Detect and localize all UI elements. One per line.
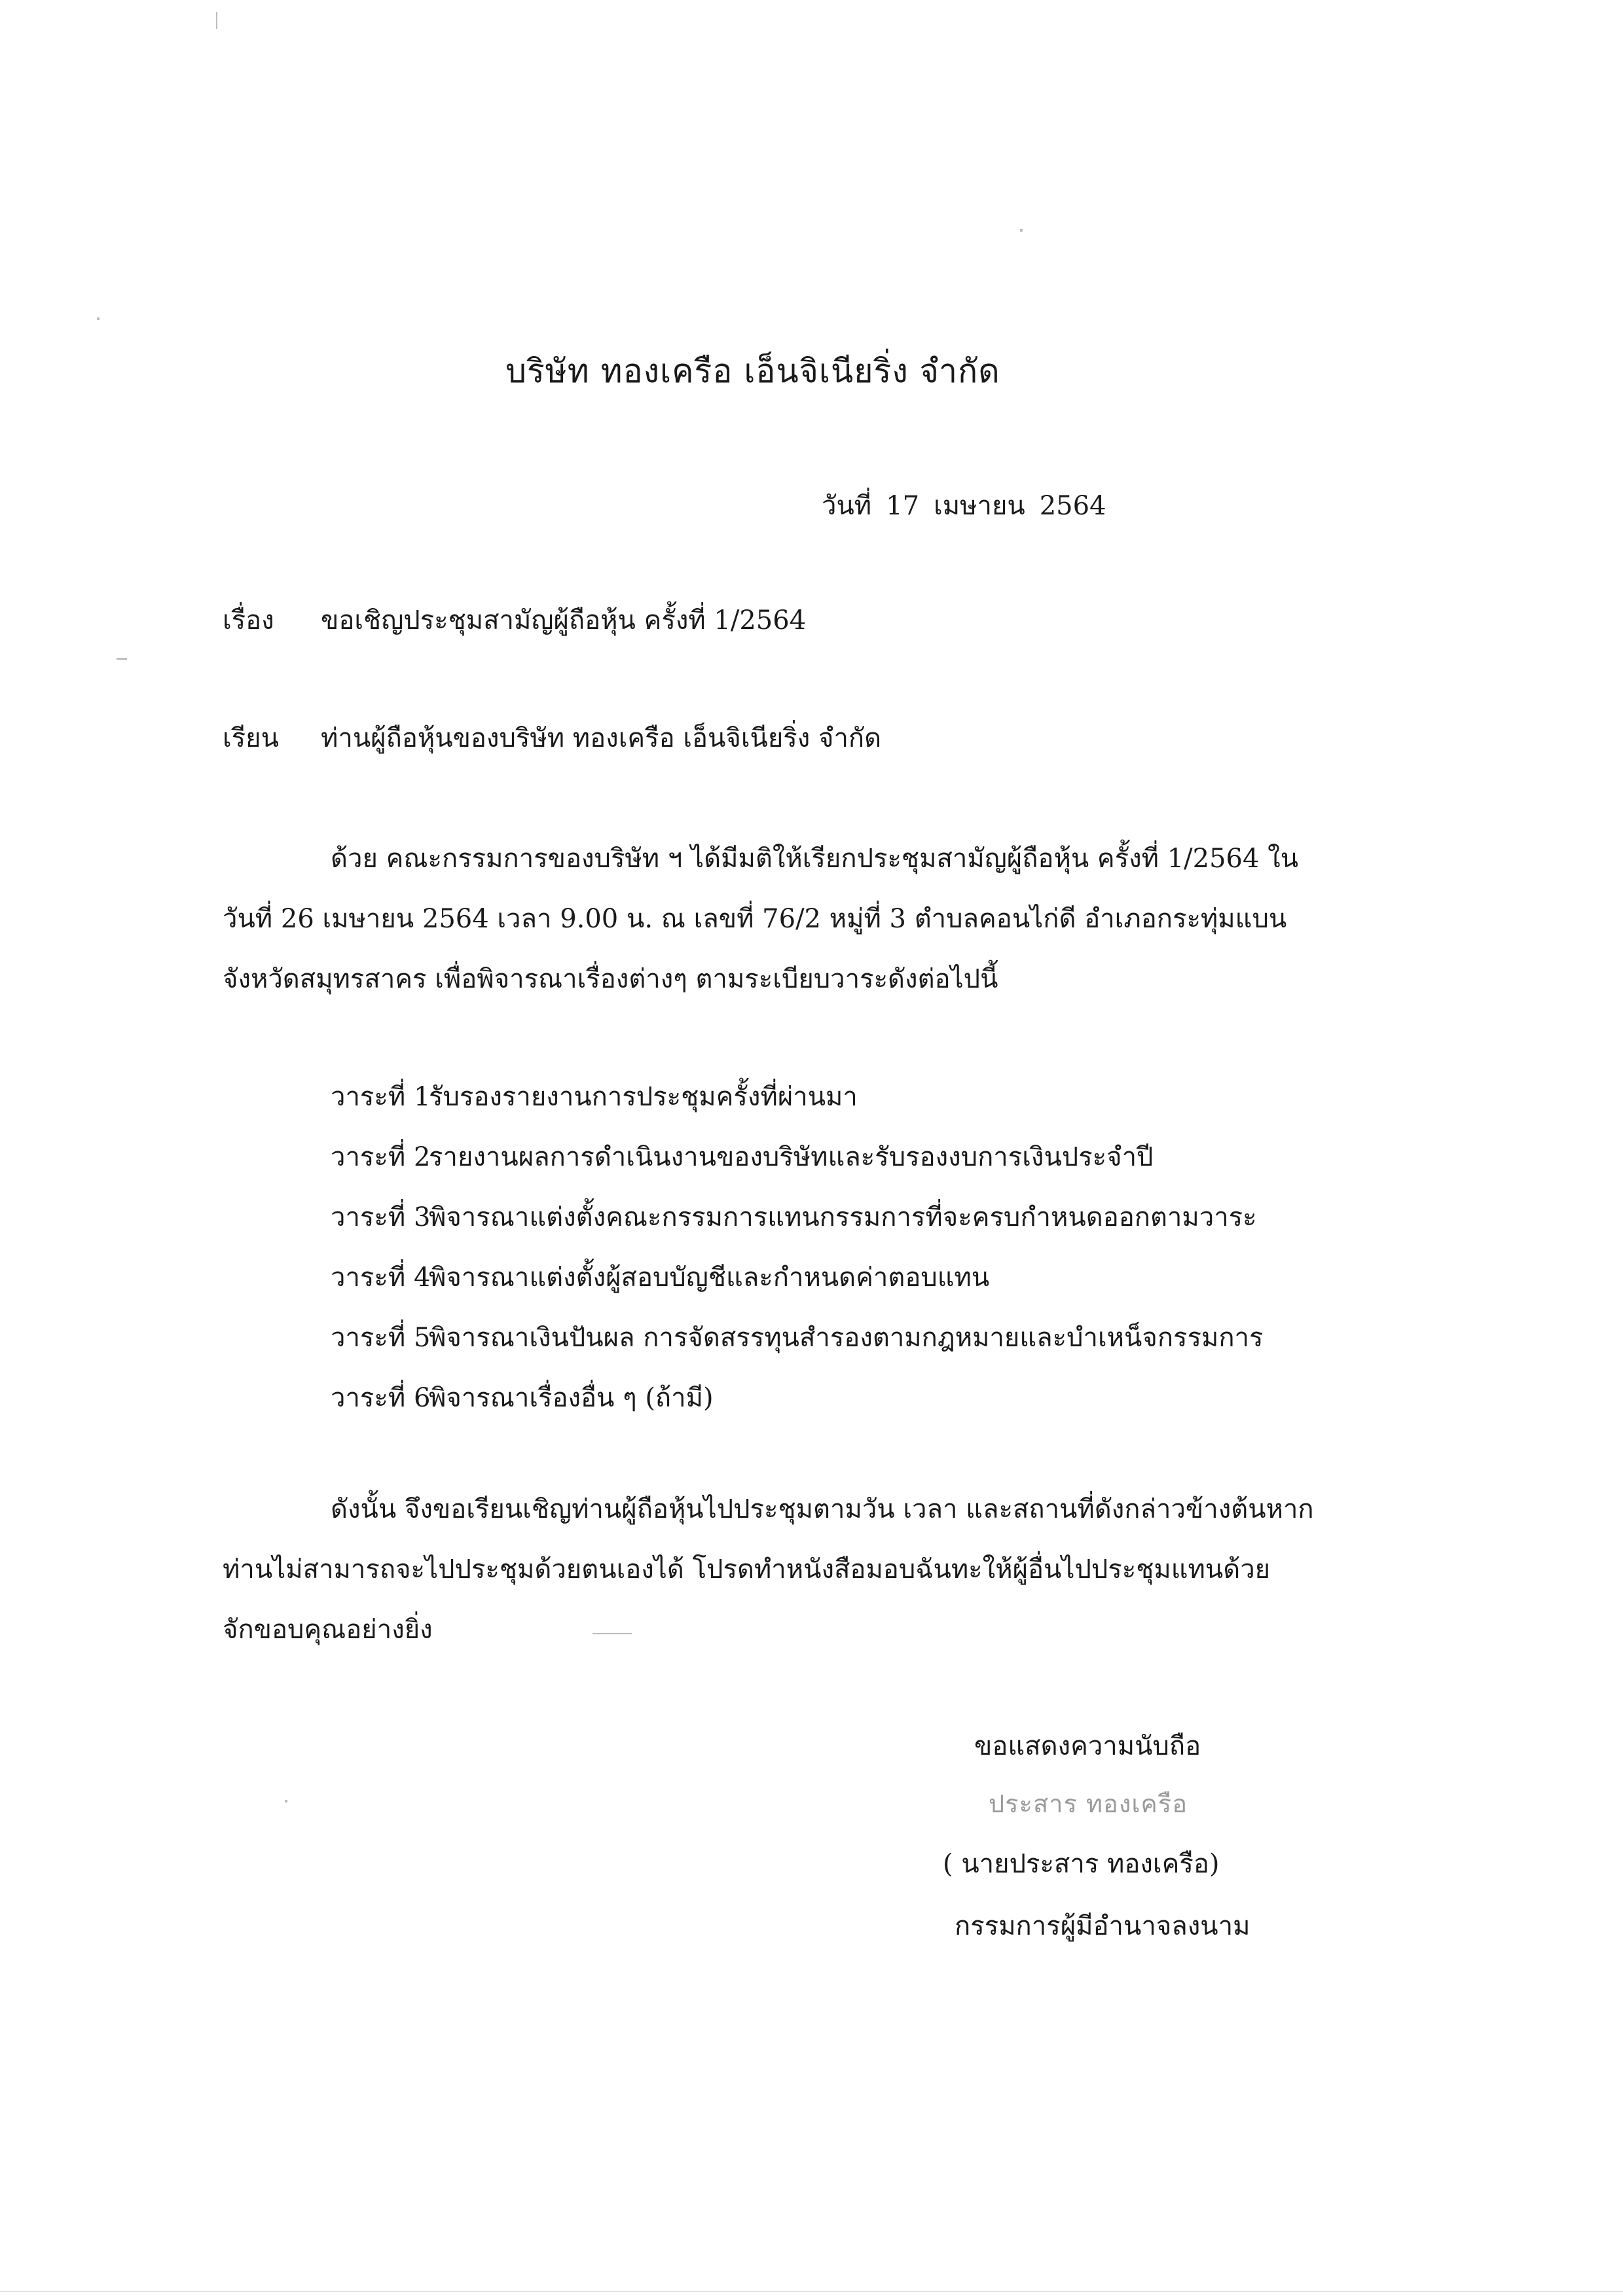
signer-position: กรรมการผู้มีอำนาจลงนาม bbox=[955, 1911, 1250, 1941]
agenda-item bbox=[331, 1127, 1264, 1187]
agenda-number: วาระที่ 6 bbox=[331, 1383, 431, 1413]
agenda-list bbox=[331, 1067, 1264, 1428]
paragraph-line: วันที่ 26 เมษายน 2564 เวลา 9.00 น. ณ เลขที่ 76/2 หมู่ที่ 3 ตำบลคอนไก่ดี อำเภอกระทุ่มแบน bbox=[223, 904, 1287, 934]
recipient-text: ท่านผู้ถือหุ้นของบริษัท ทองเครือ เอ็นจิเนียริ่ง จำกัด bbox=[321, 723, 882, 753]
agenda-number: วาระที่ 5 bbox=[331, 1323, 431, 1353]
agenda-text: พิจารณาแต่งตั้งคณะกรรมการแทนกรรมการที่จะครบกำหนดออกตามวาระ bbox=[429, 1202, 1257, 1232]
date-month: เมษายน bbox=[934, 491, 1025, 521]
agenda-item bbox=[331, 1308, 1264, 1368]
scan-mark bbox=[216, 12, 217, 29]
signer-name: ( นายประสาร ทองเครือ) bbox=[943, 1849, 1220, 1879]
agenda-item bbox=[331, 1067, 1264, 1127]
agenda-item bbox=[331, 1187, 1264, 1247]
agenda-text: พิจารณาแต่งตั้งผู้สอบบัญชีและกำหนดค่าตอบแทน bbox=[429, 1263, 990, 1293]
agenda-number: วาระที่ 3 bbox=[331, 1202, 431, 1232]
paragraph-line: ด้วย คณะกรรมการของบริษัท ฯ ได้มีมติให้เรียกประชุมสามัญผู้ถือหุ้น ครั้งที่ 1/2564 ใน bbox=[331, 844, 1299, 874]
intro-paragraph bbox=[223, 829, 1381, 1009]
subject-line bbox=[223, 599, 806, 641]
recipient-label: เรียน bbox=[223, 723, 279, 753]
agenda-text: พิจารณาเรื่องอื่น ๆ (ถ้ามี) bbox=[429, 1383, 714, 1413]
company-title: บริษัท ทองเครือ เอ็นจิเนียริ่ง จำกัด bbox=[505, 352, 1000, 390]
agenda-item bbox=[331, 1368, 1264, 1428]
scan-mark bbox=[0, 2291, 1623, 2292]
agenda-number: วาระที่ 1 bbox=[331, 1082, 431, 1112]
agenda-text: พิจารณาเงินปันผล การจัดสรรทุนสำรองตามกฎหมายและบำเหน็จกรรมการ bbox=[429, 1323, 1264, 1353]
paragraph-line: ท่านไม่สามารถจะไปประชุมด้วยตนเองได้ โปรดทำหนังสือมอบฉันทะให้ผู้อื่นไปประชุมแทนด้วย bbox=[223, 1554, 1271, 1585]
agenda-item bbox=[331, 1247, 1264, 1308]
subject-label: เรื่อง bbox=[223, 605, 274, 636]
scan-mark bbox=[285, 1800, 287, 1803]
signature: ประสาร ทองเครือ bbox=[989, 1789, 1188, 1818]
regards-text: ขอแสดงความนับถือ bbox=[974, 1731, 1201, 1761]
agenda-text: รับรองรายงานการประชุมครั้งที่ผ่านมา bbox=[429, 1082, 858, 1112]
date-year: 2564 bbox=[1039, 491, 1106, 521]
scan-mark bbox=[593, 1633, 632, 1634]
letter-date bbox=[822, 484, 1121, 526]
agenda-number: วาระที่ 4 bbox=[331, 1263, 431, 1293]
scan-mark bbox=[117, 658, 127, 660]
paragraph-line: จักขอบคุณอย่างยิ่ง bbox=[223, 1615, 433, 1645]
date-day: 17 bbox=[886, 491, 920, 521]
paragraph-line: ดังนั้น จึงขอเรียนเชิญท่านผู้ถือหุ้นไปประชุมตามวัน เวลา และสถานที่ดังกล่าวข้างต้นหาก bbox=[331, 1494, 1314, 1524]
agenda-number: วาระที่ 2 bbox=[331, 1142, 431, 1172]
paragraph-line: จังหวัดสมุทรสาคร เพื่อพิจารณาเรื่องต่างๆ ตามระเบียบวาระดังต่อไปนี้ bbox=[223, 964, 998, 994]
recipient-line bbox=[223, 717, 881, 759]
scan-mark bbox=[97, 317, 100, 320]
scan-mark bbox=[1020, 229, 1023, 232]
closing-paragraph bbox=[223, 1479, 1381, 1660]
agenda-text: รายงานผลการดำเนินงานของบริษัทและรับรองงบการเงินประจำปี bbox=[429, 1142, 1154, 1172]
subject-text: ขอเชิญประชุมสามัญผู้ถือหุ้น ครั้งที่ 1/2564 bbox=[321, 605, 807, 636]
date-label: วันที่ bbox=[822, 491, 872, 521]
